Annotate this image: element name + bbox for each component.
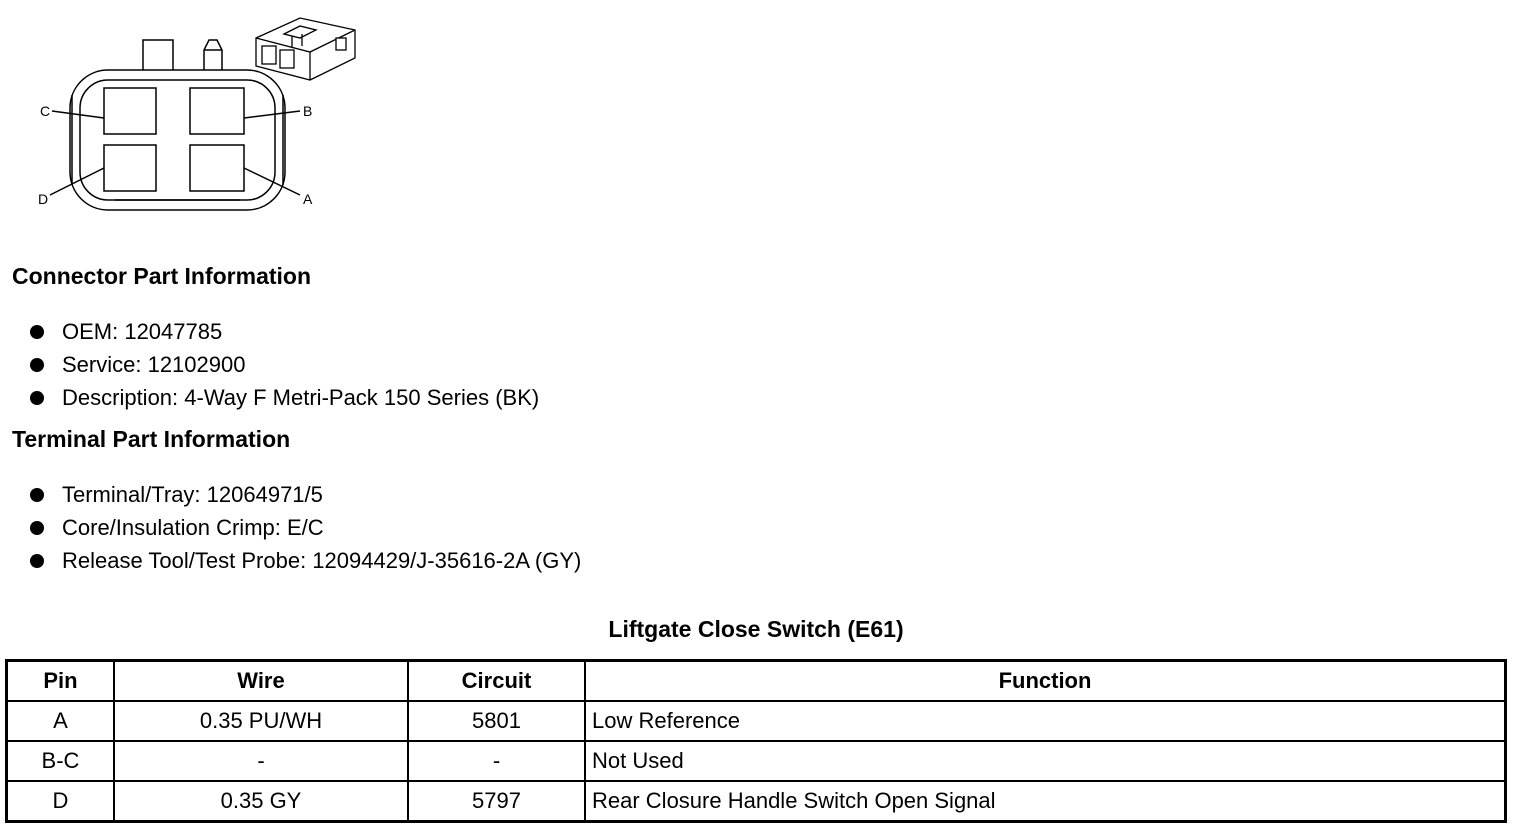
- list-item-text: OEM: 12047785: [62, 319, 223, 344]
- cell-circuit: 5801: [408, 701, 585, 741]
- header-function: Function: [585, 661, 1506, 702]
- terminal-info-heading: Terminal Part Information: [12, 426, 291, 452]
- connector-info-heading: Connector Part Information: [12, 263, 312, 289]
- cell-function: Rear Closure Handle Switch Open Signal: [585, 781, 1506, 822]
- cell-pin: B-C: [7, 741, 115, 781]
- cell-function: Low Reference: [585, 701, 1506, 741]
- cell-pin: D: [7, 781, 115, 822]
- pin-label-b: B: [303, 103, 313, 119]
- list-item-text: Release Tool/Test Probe: 12094429/J-35616-2A (GY): [62, 548, 582, 573]
- cell-pin: A: [7, 701, 115, 741]
- cell-wire: 0.35 GY: [114, 781, 408, 822]
- pin-label-d: D: [38, 191, 49, 207]
- cell-wire: -: [114, 741, 408, 781]
- table-row: [7, 741, 1506, 781]
- connector-isometric-icon: [256, 18, 355, 80]
- cell-circuit: -: [408, 741, 585, 781]
- terminal-info-list: [30, 478, 581, 577]
- pin-label-a: A: [303, 191, 313, 207]
- header-pin: Pin: [7, 661, 115, 702]
- list-item: [30, 348, 539, 381]
- list-item: [30, 478, 581, 511]
- pin-label-c: C: [40, 103, 51, 119]
- table-row: [7, 701, 1506, 741]
- table-title: Liftgate Close Switch (E61): [608, 616, 904, 642]
- list-item-text: Terminal/Tray: 12064971/5: [62, 482, 323, 507]
- connector-info-list: [30, 315, 539, 414]
- table-header-row: [7, 661, 1506, 702]
- header-circuit: Circuit: [408, 661, 585, 702]
- list-item: [30, 315, 539, 348]
- pinout-table: [5, 659, 1507, 823]
- connector-lock-tab: [143, 40, 173, 72]
- cell-wire: 0.35 PU/WH: [114, 701, 408, 741]
- list-item: [30, 544, 581, 577]
- cell-circuit: 5797: [408, 781, 585, 822]
- bullet-icon: [30, 391, 44, 405]
- bullet-icon: [30, 521, 44, 535]
- table-row: [7, 781, 1506, 822]
- bullet-icon: [30, 325, 44, 339]
- connector-diagram: [0, 0, 380, 230]
- bullet-icon: [30, 554, 44, 568]
- list-item-text: Description: 4-Way F Metri-Pack 150 Series (BK): [62, 385, 540, 410]
- list-item-text: Core/Insulation Crimp: E/C: [62, 515, 324, 540]
- cell-function: Not Used: [585, 741, 1506, 781]
- bullet-icon: [30, 358, 44, 372]
- list-item: [30, 511, 581, 544]
- list-item-text: Service: 12102900: [62, 352, 246, 377]
- header-wire: Wire: [114, 661, 408, 702]
- bullet-icon: [30, 488, 44, 502]
- list-item: [30, 381, 539, 414]
- connector-housing-outer: [70, 70, 285, 210]
